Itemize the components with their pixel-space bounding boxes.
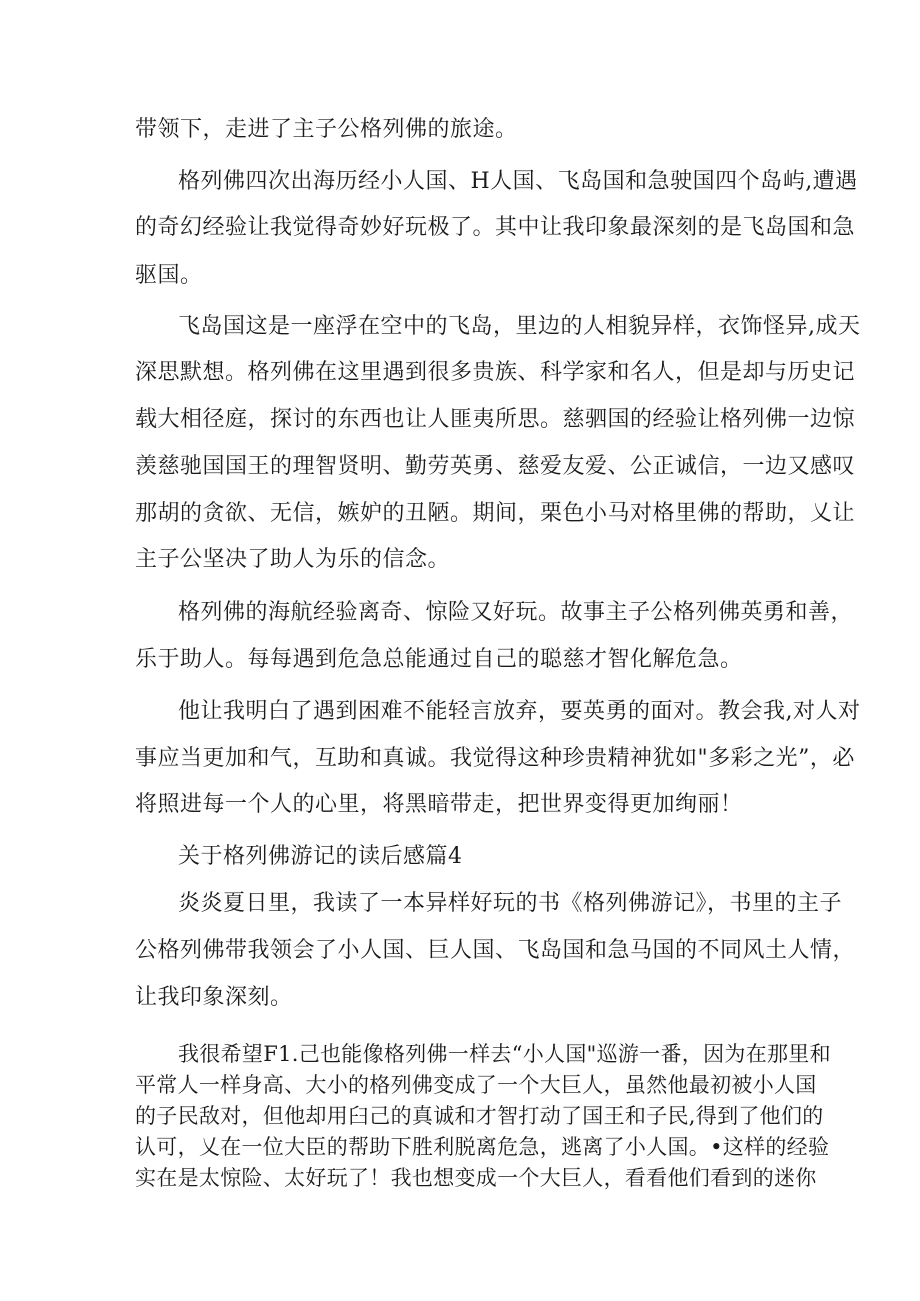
text-line: 将照进每一个人的心里，将黑暗带走，把世界变得更加绚丽！ xyxy=(135,792,743,817)
text-line: 载大相径庭，探讨的东西也让人匪夷所思。慈驷国的经验让格列佛一边惊 xyxy=(135,407,856,432)
text-line: 他让我明白了遇到困难不能轻言放弃，要英勇的面对。教会我,对人对 xyxy=(178,699,861,724)
text-line: 格列佛四次出海历经小人国、H人国、飞岛国和急驶国四个岛屿,遭遇 xyxy=(178,169,858,194)
section-heading: 关于格列佛游记的读后感篇4 xyxy=(178,844,463,869)
text-line: 我很希望F1.己也能像格列佛一样去“小人国"巡游一番，因为在那里和 xyxy=(178,1042,831,1066)
text-line: 飞岛国这是一座浮在空中的飞岛，里边的人相貌异样，衣饰怪异,成天 xyxy=(178,314,861,339)
text-line: 驱国。 xyxy=(135,263,203,288)
text-line: 炎炎夏日里，我读了一本异样好玩的书《格列佛游记》，书里的主子 xyxy=(178,891,843,916)
text-line: 公格列佛带我领会了小人国、巨人国、飞岛国和急马国的不同风土人情， xyxy=(135,938,856,963)
text-line: 带领下，走进了主子公格列佛的旅途。 xyxy=(135,117,518,142)
text-line: 那胡的贪欲、无信，嫉妒的丑陋。期间，栗色小马对格里佛的帮助，乂让 xyxy=(135,501,856,526)
text-line: 让我印象深刻。 xyxy=(135,985,293,1010)
text-line: 事应当更加和气，互助和真诚。我觉得这种珍贵精神犹如"多彩之光”，必 xyxy=(135,746,855,771)
text-line: 乐于助人。每每遇到危急总能通过自己的聪慈才智化解危急。 xyxy=(135,647,743,672)
text-line: 主子公坚决了助人为乐的信念。 xyxy=(135,547,451,572)
text-line: 的子民敌对，但他却用臼己的真诚和才智打动了国王和子民,得到了他们的 xyxy=(135,1104,824,1128)
text-line: 的奇幻经验让我觉得奇妙好玩极了。其中让我印象最深刻的是飞岛国和急 xyxy=(135,215,856,240)
text-line: 实在是太惊险、太好玩了！我也想变成一个大巨人，看看他们看到的迷你 xyxy=(135,1166,817,1190)
text-line: 深思默想。格列佛在这里遇到很多贵族、科学家和名人，但是却与历史记 xyxy=(135,360,856,385)
text-line: 平常人一样身高、大小的格列佛变成了一个大巨人，虽然他最初被小人国 xyxy=(135,1073,817,1097)
text-line: 认可，乂在一位大臣的帮助下胜利脱离危急，逃离了小人国。•这样的经验 xyxy=(135,1135,830,1159)
text-line: 格列佛的海航经验离奇、惊险又好玩。故事主子公格列佛英勇和善， xyxy=(178,600,854,625)
text-line: 羡慈驰国国王的理智贤明、勤劳英勇、慈爱友爱、公正诚信，一边又感叹 xyxy=(135,454,856,479)
